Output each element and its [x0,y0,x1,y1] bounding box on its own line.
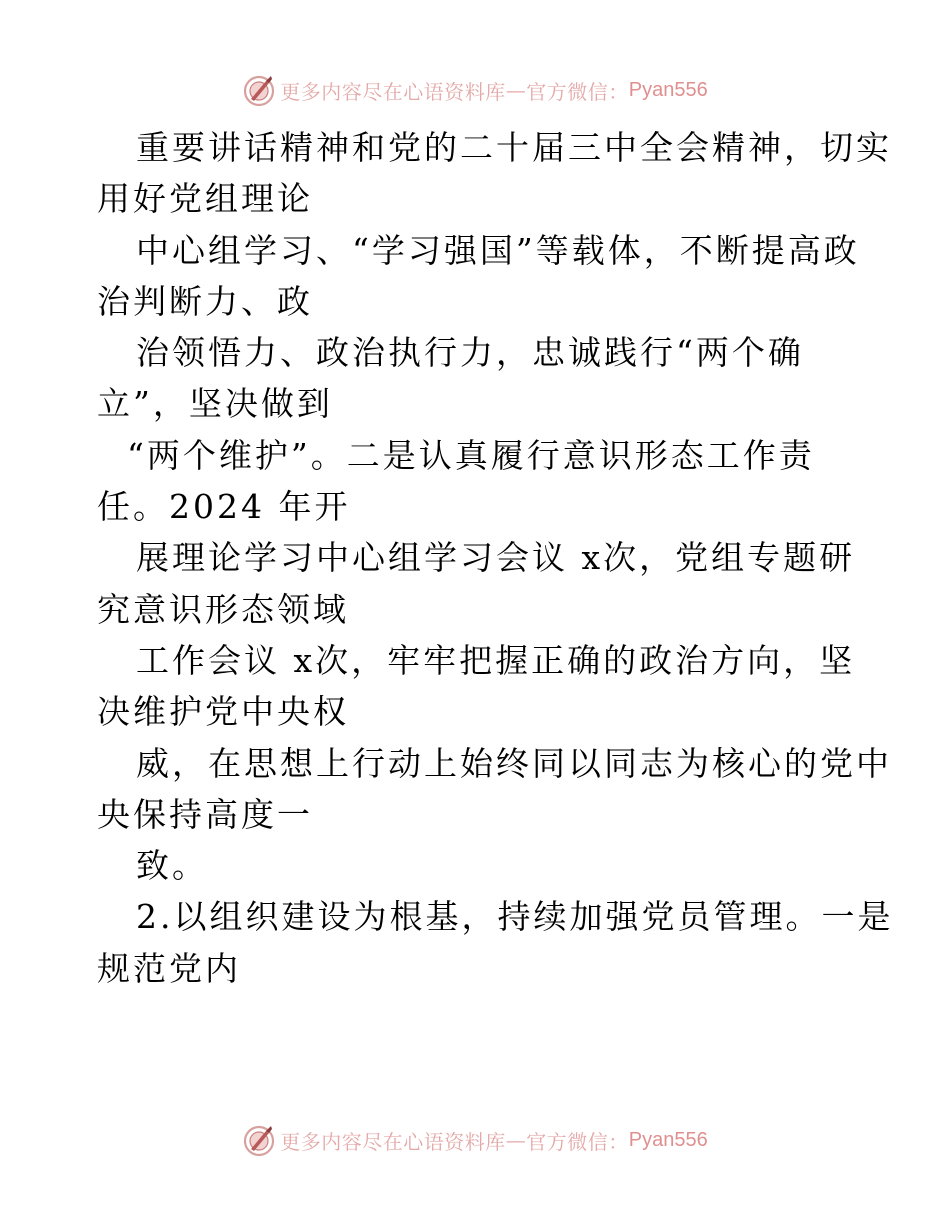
body-text [97,122,894,994]
text-line: 致。 [136,846,208,886]
text-line: 规范党内 [97,948,241,988]
header-banner-separator: — [505,78,527,102]
text-line: 展理论学习中心组学习会议 x次，党组专题研 [136,538,856,578]
text-line: 威，在思想上行动上始终同以同志为核心的党中 [136,743,892,783]
footer-watermark-banner [0,1120,950,1160]
header-banner-text: 更多内容尽在心语资料库 [280,79,506,104]
text-line: 任。2024 年开 [97,487,351,527]
text-line: 2.以组织建设为根基，持续加强党员管理。一是 [136,897,894,937]
text-line: 工作会议 x次，牢牢把握正确的政治方向，坚 [136,640,856,680]
footer-banner-text: 更多内容尽在心语资料库 [280,1129,506,1154]
quill-seal-icon [242,73,276,107]
text-line: “两个维护”。二是认真履行意识形态工作责 [127,435,815,475]
header-watermark-banner [0,70,950,110]
header-banner-wechat-label: 官方微信： [526,79,629,104]
header-banner-wechat-id: Pyan556 [628,78,708,101]
text-line: 重要讲话精神和党的二十届三中全会精神，切实 [136,128,892,167]
footer-banner-separator: — [505,1128,527,1152]
text-line: 中心组学习、“学习强国”等载体，不断提高政 [136,230,860,270]
footer-banner-wechat-id: Pyan556 [628,1128,708,1151]
text-line: 立”，坚决做到 [97,384,333,424]
text-line: 用好党组理论 [97,179,313,219]
footer-banner-wechat-label: 官方微信： [526,1129,629,1154]
text-line: 决维护党中央权 [97,692,349,732]
quill-seal-icon [242,1123,276,1157]
text-line: 治领悟力、政治执行力，忠诚践行“两个确 [136,333,804,373]
text-line: 央保持高度一 [97,794,313,834]
text-line: 治判断力、政 [97,281,313,321]
text-line: 究意识形态领域 [97,589,349,629]
